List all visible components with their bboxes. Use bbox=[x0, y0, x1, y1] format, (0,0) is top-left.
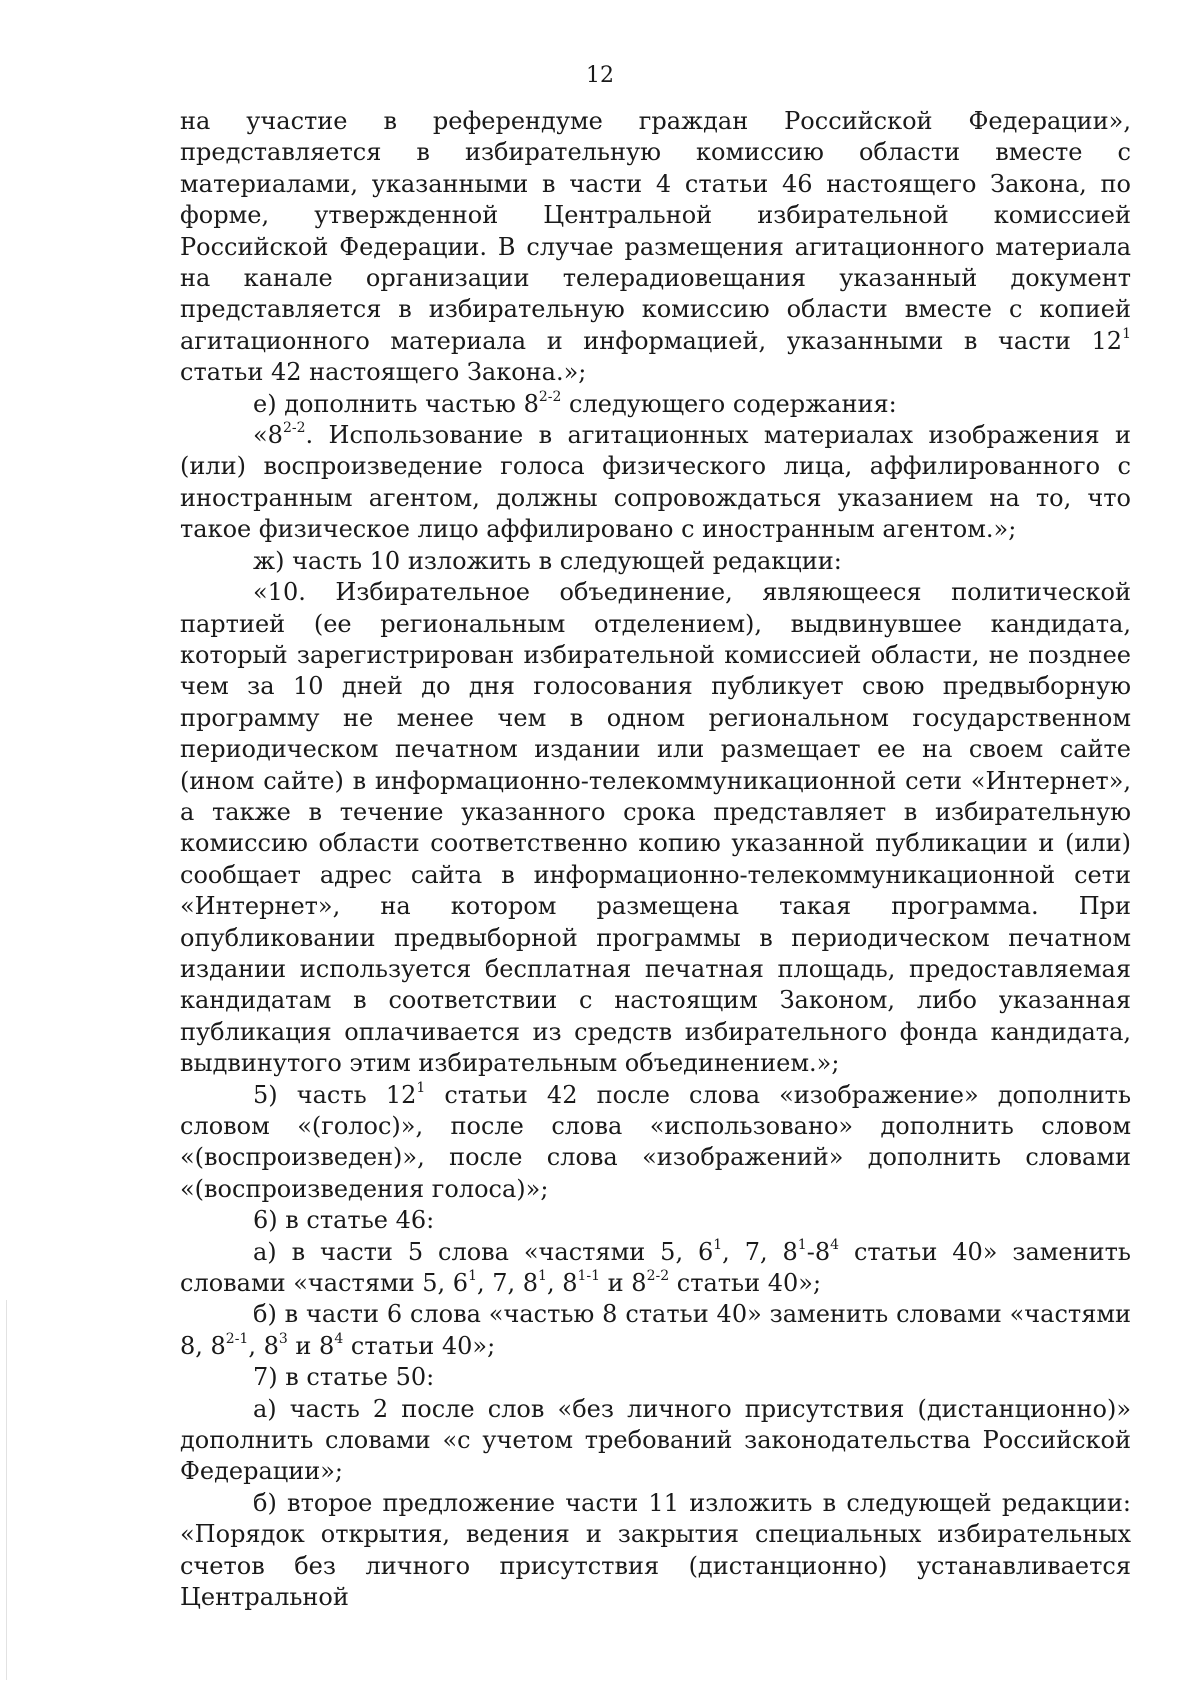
text-run: , 7, 8 bbox=[476, 1269, 539, 1298]
superscript: 1 bbox=[538, 1268, 547, 1285]
text-run: и 8 bbox=[600, 1269, 647, 1298]
text-run: б) второе предложение части 11 изложить в следующей редакции: «Порядок открытия, ведения и закрытия специальных избирательных счетов без личного присутствия (дистанционно) устанавливается Центральной bbox=[180, 1488, 1131, 1612]
superscript: 1 bbox=[468, 1268, 477, 1285]
text-run: статьи 40» заменить словами «частями 5, 6 bbox=[180, 1237, 1131, 1298]
paragraph-p8 bbox=[180, 1237, 1131, 1300]
text-run: статьи 42 после слова «изображение» дополнить словом «(голос)», после слова «использовано» дополнить словом «(воспроизведен)», после слова «изображений» дополнить словами «(воспроизведения голоса)»; bbox=[180, 1080, 1132, 1203]
text-run: статьи 42 настоящего Закона.»; bbox=[180, 358, 587, 387]
text-run: а) в части 5 слова «частями 5, 6 bbox=[253, 1237, 714, 1266]
paragraph-p10 bbox=[180, 1362, 1131, 1393]
paragraph-p2 bbox=[180, 389, 1131, 420]
superscript: 2-2 bbox=[282, 420, 306, 437]
text-run: следующего содержания: bbox=[561, 389, 897, 418]
superscript: 4 bbox=[830, 1236, 840, 1253]
paragraph-p7 bbox=[180, 1205, 1131, 1236]
text-run: б) в части 6 слова «частью 8 статьи 40» заменить словами «частями 8, 8 bbox=[180, 1300, 1131, 1360]
superscript: 1-1 bbox=[577, 1268, 601, 1285]
text-run: 7) в статье 50: bbox=[253, 1363, 435, 1392]
text-run: ж) часть 10 изложить в следующей редакции: bbox=[253, 546, 842, 575]
superscript: 4 bbox=[334, 1330, 344, 1347]
text-run: -8 bbox=[806, 1237, 831, 1266]
paragraph-p12 bbox=[180, 1488, 1131, 1614]
text-run: «8 bbox=[253, 421, 283, 450]
document-body bbox=[180, 106, 1131, 1614]
text-run: 5) часть 12 bbox=[253, 1080, 417, 1109]
superscript: 2-2 bbox=[538, 388, 562, 405]
superscript: 2-2 bbox=[646, 1268, 670, 1285]
text-run: на участие в референдуме граждан Российской Федерации», представляется в избирательную комиссию области вместе с материалами, указанными в части 4 статьи 46 настоящего Закона, по форме, утвержденной Центральной избирательной комиссией Российской Федерации. В случае размещения агитационного материала на канале организации телерадиовещания указанный документ представляется в избирательную комиссию области вместе с копией агитационного материала и информацией, указанными в части 12 bbox=[180, 107, 1131, 355]
text-run: , 8 bbox=[248, 1331, 279, 1360]
superscript: 3 bbox=[278, 1330, 288, 1347]
text-run: а) часть 2 после слов «без личного присутствия (дистанционно)» дополнить словами «с учетом требований законодательства Российской Федерации»; bbox=[180, 1394, 1131, 1486]
text-run: . Использование в агитационных материалах изображения и (или) воспроизведение голоса физического лица, аффилированного с иностранным агентом, должны сопровождаться указанием на то, что такое физическое лицо аффилировано с иностранным агентом.»; bbox=[180, 421, 1131, 544]
page-number: 12 bbox=[586, 63, 614, 88]
paragraph-p4 bbox=[180, 546, 1131, 577]
paragraph-p5 bbox=[180, 577, 1131, 1080]
paragraph-p9 bbox=[180, 1299, 1131, 1362]
text-run: , 8 bbox=[546, 1269, 578, 1298]
paragraph-p3 bbox=[180, 420, 1131, 546]
paragraph-p1 bbox=[180, 106, 1131, 389]
text-run: е) дополнить частью 8 bbox=[253, 389, 539, 418]
text-run: и 8 bbox=[287, 1331, 335, 1360]
superscript: 1 bbox=[713, 1236, 723, 1253]
text-run: статьи 40»; bbox=[343, 1331, 496, 1360]
superscript: 2-1 bbox=[225, 1330, 249, 1347]
text-run: «10. Избирательное объединение, являющееся политической партией (ее региональным отделением), выдвинувшее кандидата, который зарегистрирован избирательной комиссией области, не позднее чем за 10 дней до дня голосования публикует свою предвыборную программу не менее чем в одном региональном государственном периодическом печатном издании или размещает ее на своем сайте (ином сайте) в информационно-телекоммуникационной сети «Интернет», а также в течение указанного срока представляет в избирательную комиссию области соответственно копию указанной публикации и (или) сообщает адрес сайта в информационно-телекоммуникационной сети «Интернет», на котором размещена такая программа. При опубликовании предвыборной программы в периодическом печатном издании используется бесплатная печатная площадь, предоставляемая кандидатам в соответствии с настоящим Законом, либо указанная публикация оплачивается из средств избирательного фонда кандидата, выдвинутого этим избирательным объединением.»; bbox=[180, 578, 1131, 1078]
superscript: 1 bbox=[797, 1236, 807, 1253]
superscript: 1 bbox=[1122, 325, 1131, 342]
paragraph-p11 bbox=[180, 1394, 1131, 1488]
text-run: статьи 40»; bbox=[669, 1269, 822, 1298]
paragraph-p6 bbox=[180, 1080, 1131, 1206]
superscript: 1 bbox=[416, 1079, 426, 1096]
scan-margin-line bbox=[6, 1300, 7, 1680]
text-run: , 7, 8 bbox=[722, 1237, 798, 1266]
text-run: 6) в статье 46: bbox=[253, 1206, 435, 1235]
